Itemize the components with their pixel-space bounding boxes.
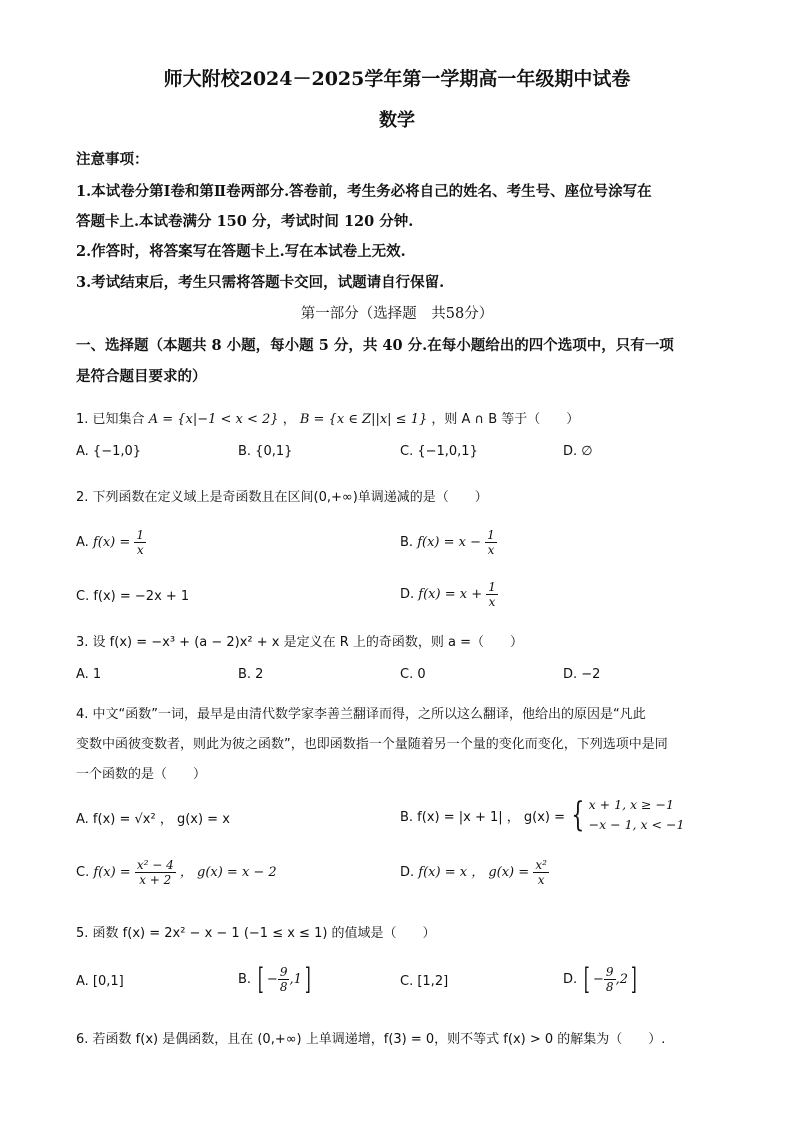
- option-lhs: f(x) = x +: [418, 587, 483, 602]
- option-tail: ， g(x) = x − 2: [179, 865, 277, 880]
- option-lhs: f(x) = x ， g(x) =: [418, 865, 530, 880]
- notice-item-3: 3.考试结束后，考生只需将答题卡交回，试题请自行保留.: [76, 274, 445, 291]
- option-label: A.: [76, 535, 89, 550]
- piecewise-function: [400, 795, 684, 835]
- left-brace-icon: {: [571, 795, 585, 835]
- question-6-stem: 6. 若函数 f(x) 是偶函数，且在 (0,+∞) 上单调递增，f(3) = 0，则不等式 f(x) > 0 的解集为（ ）.: [76, 1032, 666, 1047]
- case-1: x + 1, x ≥ −1: [588, 797, 674, 812]
- notice-heading: 注意事项：: [76, 151, 149, 168]
- q5-option-c: C. [1,2]: [400, 974, 449, 989]
- question-4-stem-line-1: 4. 中文“函数”一词，最早是由清代数学家李善兰翻译而得，之所以这么翻译，他给出的原因是“凡此: [76, 707, 646, 722]
- q3-option-a: A. 1: [76, 667, 102, 682]
- right-bracket-icon: ]: [630, 962, 637, 997]
- case-2: −x − 1, x < −1: [588, 817, 685, 832]
- notice-item-2: 2.作答时，将答案写在答题卡上.写在本试卷上无效.: [76, 243, 406, 260]
- q1-option-d: D. ∅: [563, 444, 593, 459]
- question-4-stem-line-3: 一个函数的是（ ）: [76, 767, 207, 782]
- set-b: B = {x ∈ Z||x| ≤ 1}: [299, 412, 428, 427]
- interval-tail: ,2: [615, 972, 628, 987]
- option-prefix: B. f(x) = |x + 1| ， g(x) =: [400, 809, 566, 825]
- numerator: 1: [487, 528, 495, 542]
- option-lhs: f(x) =: [93, 865, 131, 880]
- notice-item-1-line-2: 答题卡上.本试卷满分 150 分，考试时间 120 分钟.: [76, 213, 414, 230]
- question-1-suffix: ，则 A ∩ B 等于（ ）: [431, 412, 580, 427]
- left-bracket-icon: [: [584, 962, 591, 997]
- numerator: x²: [535, 858, 547, 872]
- question-3-stem: 3. 设 f(x) = −x³ + (a − 2)x² + x 是定义在 R 上的奇函数，则 a =（ ）: [76, 635, 524, 650]
- numerator: 9: [279, 965, 288, 979]
- interval-tail: ,1: [289, 972, 302, 987]
- q5-option-a: A. [0,1]: [76, 974, 124, 989]
- denominator: x: [488, 595, 496, 609]
- fraction: [604, 965, 616, 994]
- q4-option-d: [400, 858, 549, 887]
- fraction: [533, 858, 549, 887]
- question-2-stem: 2. 下列函数在定义域上是奇函数且在区间(0,+∞)单调递减的是（ ）: [76, 490, 488, 505]
- fraction: [135, 858, 176, 887]
- option-lhs: f(x) = x −: [417, 535, 482, 550]
- exam-title: 师大附校2024－2025学年第一学期高一年级期中试卷: [163, 68, 631, 90]
- notice-item-1-line-1: 1.本试卷分第Ⅰ卷和第Ⅱ卷两部分.答卷前，考生务必将自己的姓名、考生号、座位号涂写在: [76, 183, 652, 200]
- q1-option-b: B. {0,1}: [238, 444, 293, 459]
- q5-option-b: B. [ − $\frac{9}{8}$ ,1]: [238, 962, 311, 997]
- option-label: D.: [400, 865, 415, 880]
- numerator: x² − 4: [136, 858, 174, 872]
- fraction: [134, 528, 146, 557]
- q3-option-c: C. 0: [400, 667, 426, 682]
- denominator: x + 2: [139, 873, 172, 887]
- denominator: x: [537, 873, 545, 887]
- q3-option-d: D. −2: [563, 667, 601, 682]
- denominator: 8: [279, 980, 288, 994]
- right-bracket-icon: ]: [304, 962, 311, 997]
- part-heading: 第一部分（选择题 共58分）: [300, 306, 494, 322]
- denominator: 8: [605, 980, 614, 994]
- cases: [589, 795, 685, 835]
- question-4-stem-line-2: 变数中函彼变数者，则此为彼之函数”，也即函数指一个量随着另一个量的变化而变化，下列选项中是同: [76, 737, 668, 752]
- q1-option-a: A. {−1,0}: [76, 444, 142, 459]
- denominator: x: [136, 543, 144, 557]
- q1-option-c: C. {−1,0,1}: [400, 444, 478, 459]
- q3-option-b: B. 2: [238, 667, 264, 682]
- section-heading-line-1: 一、选择题（本题共 8 小题，每小题 5 分，共 40 分.在每小题给出的四个选项中，只有一项: [76, 337, 674, 354]
- fraction: [486, 580, 498, 609]
- numerator: 1: [136, 528, 145, 542]
- question-5-stem: 5. 函数 f(x) = 2x² − x − 1 (−1 ≤ x ≤ 1) 的值域是（ ）: [76, 926, 436, 941]
- q2-option-b: [400, 528, 497, 557]
- option-lhs: f(x) =: [92, 535, 131, 550]
- q5-option-d: D. [ − $\frac{9}{8}$ ,2]: [563, 962, 637, 997]
- question-1-stem: 1. 已知集合 A = {x|−1 < x < 2} ， B = {x ∈ Z||x| ≤ 1} ，则 A ∩ B 等于（ ）: [76, 412, 580, 427]
- set-a: A = {x|−1 < x < 2}: [148, 412, 279, 427]
- option-label: B.: [238, 972, 252, 987]
- q4-option-a: A. f(x) = √x² ， g(x) = x: [76, 812, 230, 827]
- section-heading-line-2: 是符合题目要求的）: [76, 368, 207, 385]
- option-label: D.: [563, 972, 578, 987]
- denominator: x: [487, 543, 495, 557]
- numerator: 1: [488, 580, 496, 594]
- subject-title: 数学: [379, 110, 415, 131]
- q2-option-d: [400, 580, 498, 609]
- left-bracket-icon: [: [258, 962, 264, 997]
- q2-option-c: C. f(x) = −2x + 1: [76, 589, 190, 604]
- option-label: B.: [400, 535, 414, 550]
- q2-option-a: [76, 528, 146, 557]
- option-label: C.: [76, 865, 90, 880]
- fraction: [278, 965, 290, 994]
- question-1-prefix: 1. 已知集合: [76, 412, 145, 427]
- fraction: [485, 528, 497, 557]
- numerator: 9: [605, 965, 614, 979]
- q4-option-b: [400, 795, 684, 835]
- option-label: D.: [400, 587, 415, 602]
- q4-option-c: [76, 858, 277, 887]
